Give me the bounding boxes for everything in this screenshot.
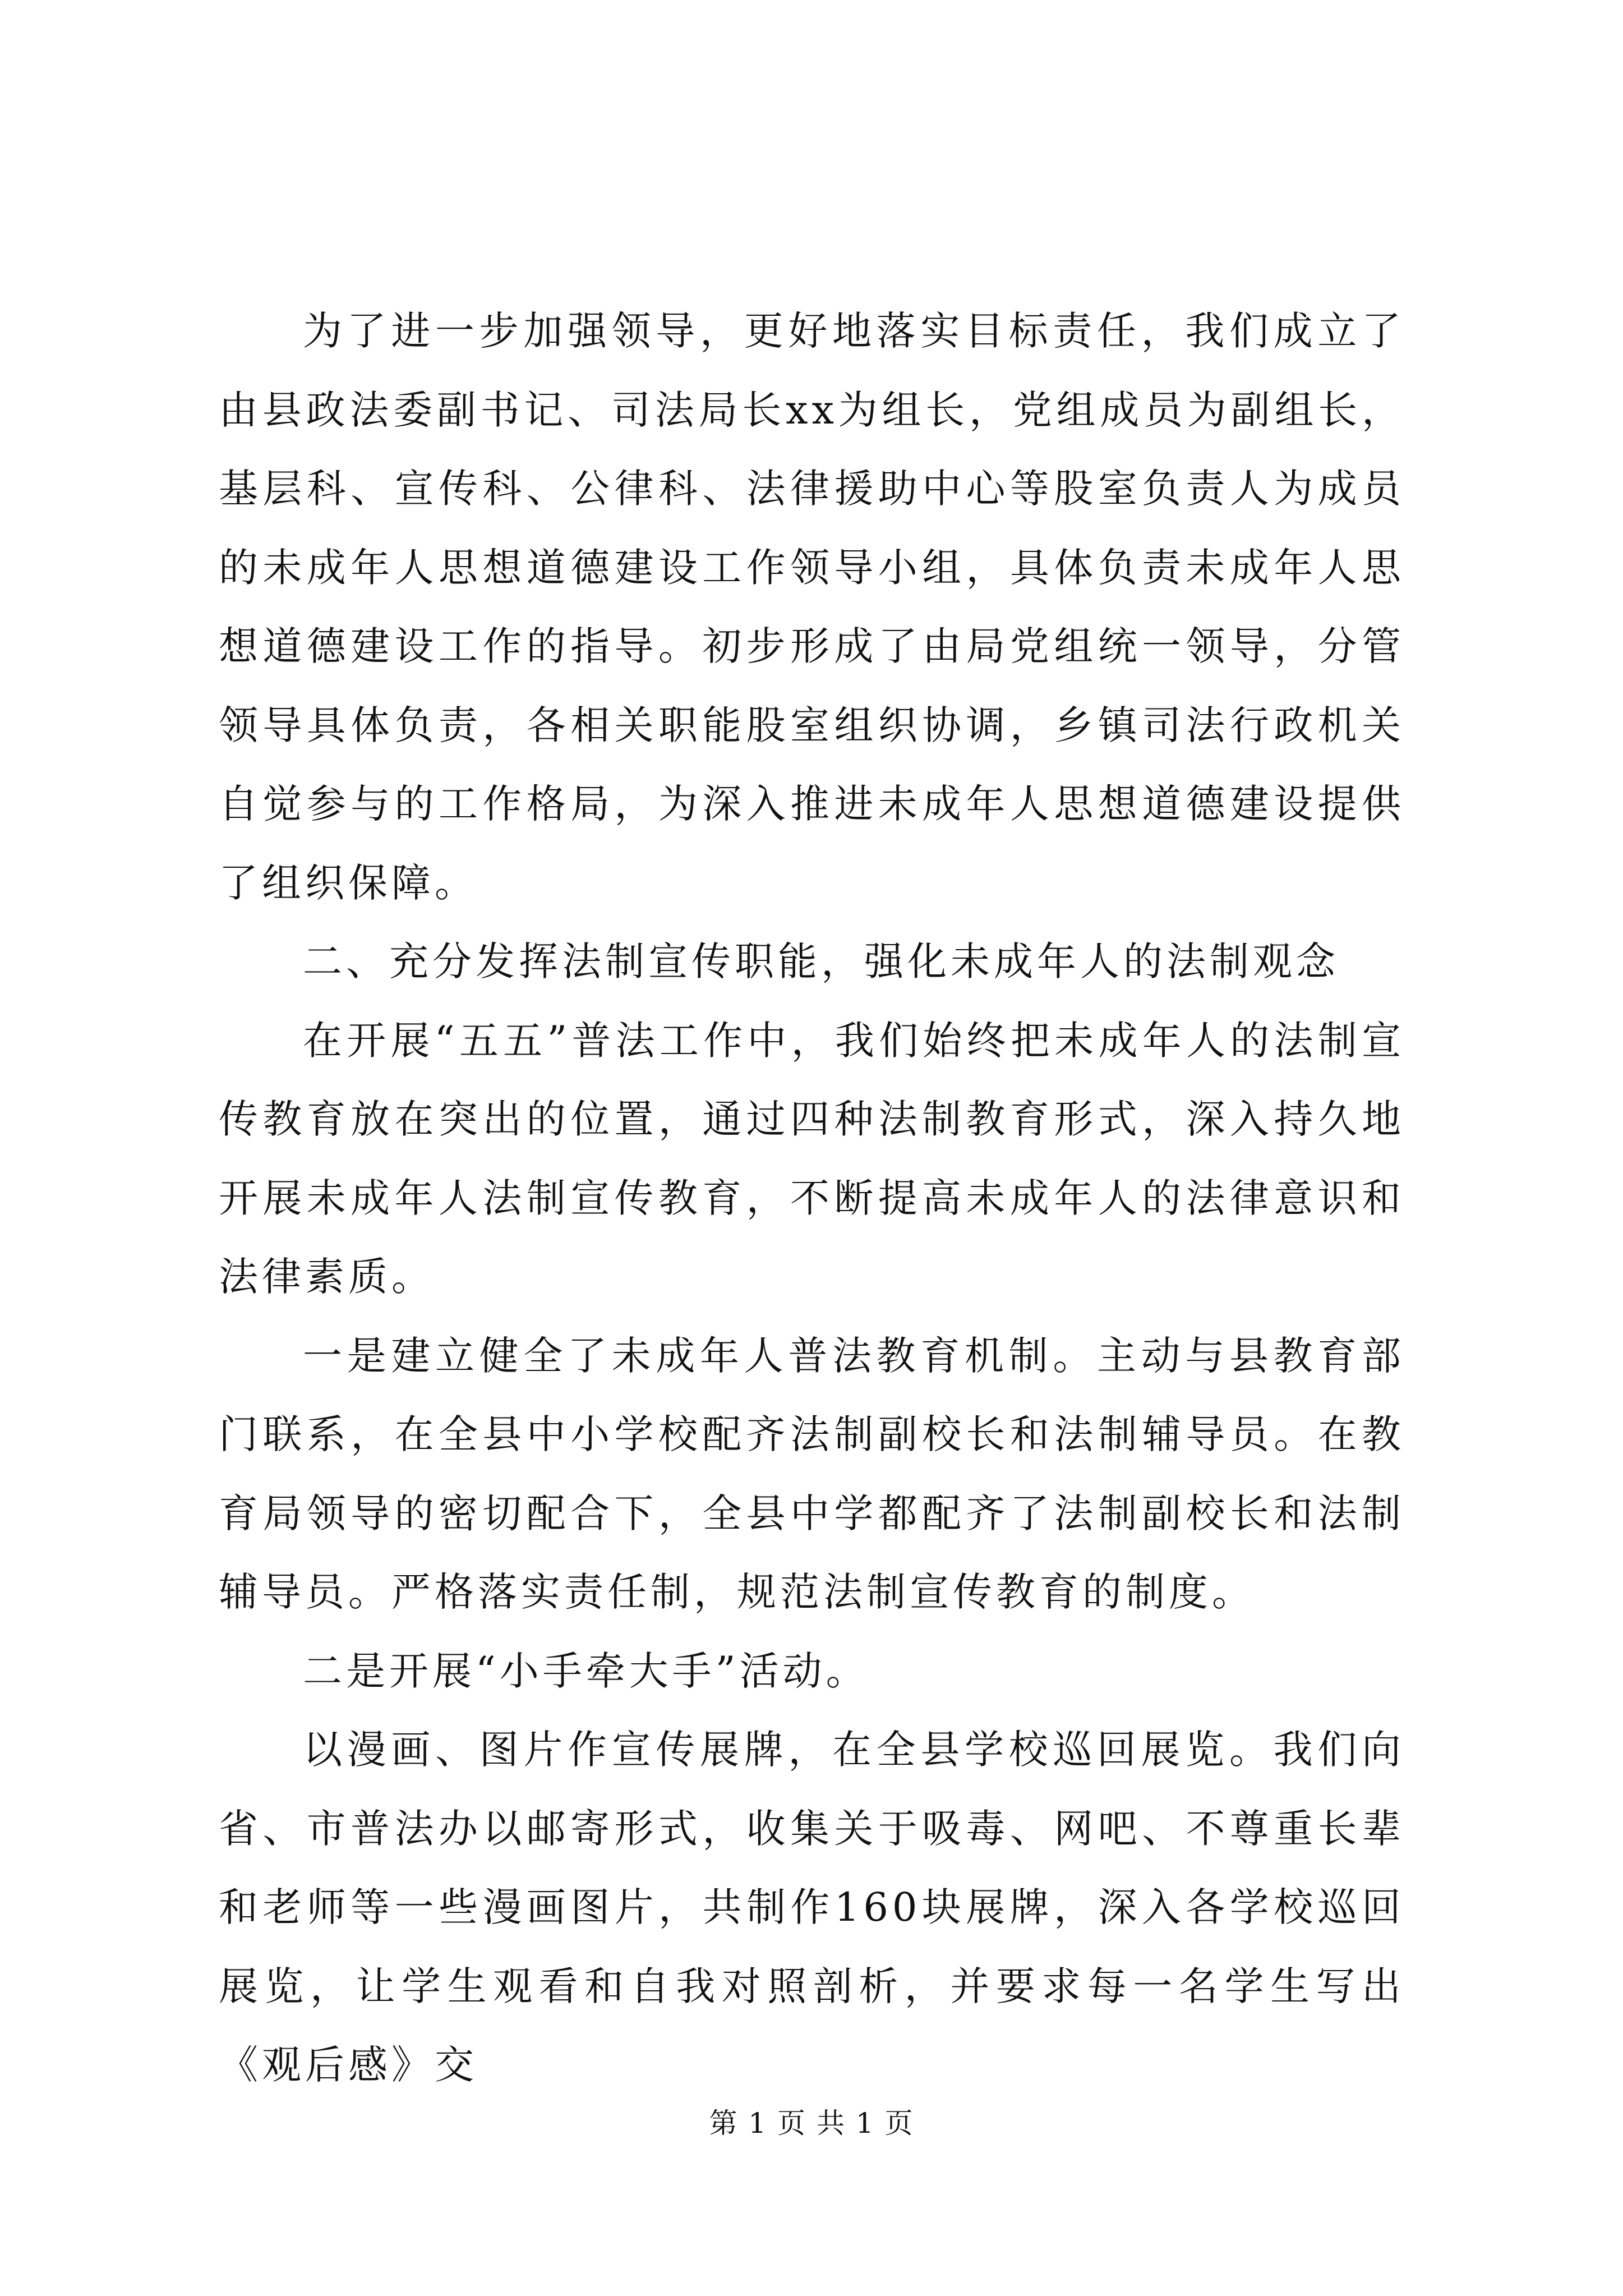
page-number-footer: 第 1 页 共 1 页	[709, 2107, 914, 2139]
paragraph-exhibition: 以漫画、图片作宣传展牌，在全县学校巡回展览。我们向省、市普法办以邮寄形式，收集关于吸毒、网吧、不尊重长辈和老师等一些漫画图片，共制作160块展牌，深入各学校巡回展览，让学生观看和自我对照剖析，并要求每一名学生写出《观后感》交	[219, 1727, 1405, 2088]
document-body	[219, 292, 1405, 2105]
paragraph-wuwu-pufa: 在开展“五五”普法工作中，我们始终把未成年人的法制宣传教育放在突出的位置，通过四种法制教育形式，深入持久地开展未成年人法制宣传教育，不断提高未成年人的法律意识和法律素质。	[219, 1017, 1405, 1300]
paragraph-leadership-group: 为了进一步加强领导，更好地落实目标责任，我们成立了由县政法委副书记、司法局长xx为组长，党组成员为副组长，基层科、宣传科、公律科、法律援助中心等股室负责人为成员的未成年人思想道德建设工作领导小组，具体负责未成年人思想道德建设工作的指导。初步形成了由局党组统一领导，分管领导具体负责，各相关职能股室组织协调，乡镇司法行政机关自觉参与的工作格局，为深入推进未成年人思想道德建设提供了组织保障。	[219, 308, 1405, 906]
section-heading-legal-publicity: 二、充分发挥法制宣传职能，强化未成年人的法制观念	[303, 938, 1339, 984]
paragraph-mechanism: 一是建立健全了未成年人普法教育机制。主动与县教育部门联系，在全县中小学校配齐法制副校长和法制辅导员。在教育局领导的密切配合下，全县中学都配齐了法制副校长和法制辅导员。严格落实责任制，规范法制宣传教育的制度。	[219, 1332, 1405, 1615]
paragraph-small-hands-activity: 二是开展“小手牵大手”活动。	[303, 1648, 869, 1694]
